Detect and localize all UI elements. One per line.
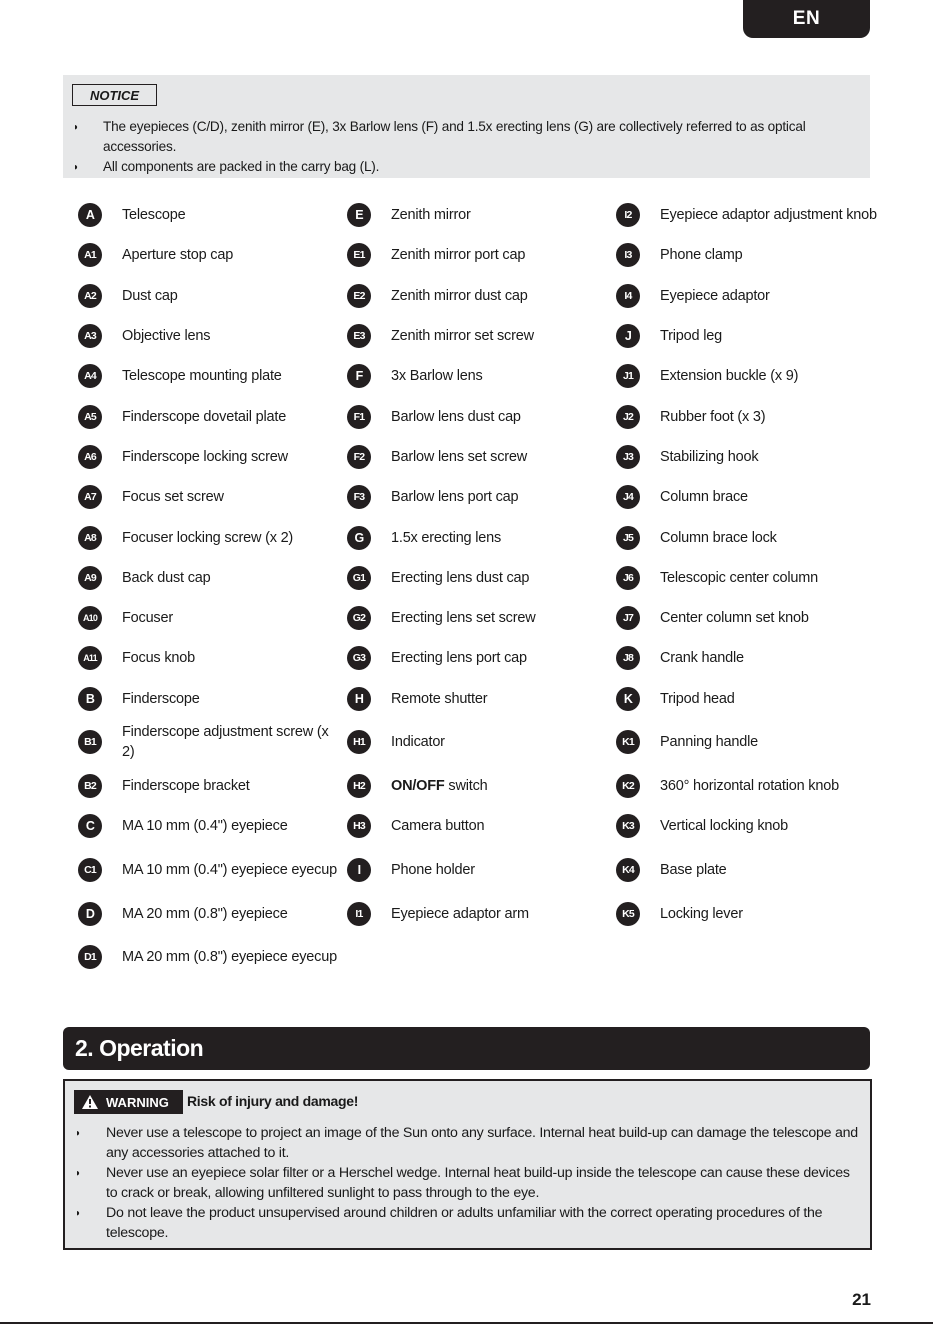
part-name: Barlow lens dust cap — [391, 408, 521, 425]
warning-title: Risk of injury and damage! — [187, 1093, 359, 1109]
part-code-badge: A1 — [78, 243, 102, 267]
part-name: Indicator — [391, 734, 445, 751]
part-code-badge: J — [616, 324, 640, 348]
part-item — [344, 846, 612, 893]
part-name: Crank handle — [660, 650, 744, 667]
part-item — [613, 195, 881, 235]
part-item — [344, 893, 612, 933]
part-code-badge: K1 — [616, 730, 640, 754]
part-item — [75, 235, 343, 275]
part-item — [75, 719, 343, 766]
part-name: Telescope — [122, 207, 186, 224]
part-name: Panning handle — [660, 734, 758, 751]
part-code-badge: J7 — [616, 606, 640, 630]
part-item — [344, 719, 612, 766]
part-name: Extension buckle (x 9) — [660, 368, 799, 385]
warning-triangle-icon — [82, 1095, 98, 1109]
part-code-badge: A11 — [78, 646, 102, 670]
part-name: Phone holder — [391, 861, 475, 878]
part-item — [75, 934, 343, 981]
part-name: Base plate — [660, 861, 727, 878]
part-name: Objective lens — [122, 328, 211, 345]
part-code-badge: B — [78, 687, 102, 711]
bullet-triangle-icon: ◗ — [75, 1128, 81, 1139]
part-code-badge: F3 — [347, 485, 371, 509]
part-code-badge: J2 — [616, 405, 640, 429]
part-code-badge: D — [78, 902, 102, 926]
part-name — [391, 776, 488, 796]
part-item — [75, 846, 343, 893]
notice-text: The eyepieces (C/D), zenith mirror (E), 3x Barlow lens (F) and 1.5x erecting lens (G) are collectively referred to as optical accessories. — [103, 119, 806, 154]
part-name-bold: ON/OFF — [391, 778, 445, 794]
part-item — [613, 235, 881, 275]
part-name: Barlow lens set screw — [391, 448, 528, 465]
part-code-badge: D1 — [78, 945, 102, 969]
part-code-badge: J6 — [616, 566, 640, 590]
part-item — [75, 679, 343, 719]
part-code-badge: F1 — [347, 405, 371, 429]
part-item — [344, 316, 612, 356]
warning-tag — [74, 1090, 183, 1114]
part-name: Focuser — [122, 610, 173, 627]
part-item — [75, 638, 343, 678]
part-name: Focus knob — [122, 650, 195, 667]
part-item — [344, 235, 612, 275]
part-code-badge: A5 — [78, 405, 102, 429]
part-code-badge: E2 — [347, 284, 371, 308]
part-code-badge: J8 — [616, 646, 640, 670]
part-name: Eyepiece adaptor arm — [391, 905, 529, 922]
part-code-badge: G — [347, 526, 371, 550]
part-item — [344, 517, 612, 557]
part-item — [344, 598, 612, 638]
part-item — [75, 517, 343, 557]
part-name: Column brace lock — [660, 529, 777, 546]
part-item — [344, 437, 612, 477]
part-item — [344, 679, 612, 719]
part-name: Remote shutter — [391, 690, 488, 707]
page-number: 21 — [852, 1290, 871, 1309]
part-item — [344, 558, 612, 598]
part-code-badge: F — [347, 364, 371, 388]
notice-label: NOTICE — [72, 84, 157, 106]
part-name: Focuser locking screw (x 2) — [122, 529, 294, 546]
part-item — [613, 276, 881, 316]
part-code-badge: K4 — [616, 858, 640, 882]
bullet-triangle-icon: ◗ — [75, 1208, 81, 1219]
warning-text: Never use a telescope to project an image of the Sun onto any surface. Internal heat build-up can damage the telescope and any accessories attached to it. — [106, 1125, 858, 1161]
part-code-badge: G2 — [347, 606, 371, 630]
part-item — [75, 766, 343, 806]
part-name: Finderscope dovetail plate — [122, 408, 287, 425]
part-name: Erecting lens set screw — [391, 610, 536, 627]
part-name: Dust cap — [122, 287, 178, 304]
part-name: 1.5x erecting lens — [391, 529, 502, 546]
part-name: MA 10 mm (0.4") eyepiece eyecup — [122, 861, 337, 878]
part-item — [344, 356, 612, 396]
part-name: Column brace — [660, 489, 748, 506]
part-name: Tripod head — [660, 690, 735, 707]
part-code-badge: A2 — [78, 284, 102, 308]
part-code-badge: A6 — [78, 445, 102, 469]
part-item — [344, 806, 612, 846]
language-tab: EN — [743, 0, 870, 38]
part-code-badge: C1 — [78, 858, 102, 882]
part-item — [75, 806, 343, 846]
part-code-badge: K5 — [616, 902, 640, 926]
part-item — [613, 316, 881, 356]
list-item — [73, 117, 858, 157]
part-code-badge: J3 — [616, 445, 640, 469]
part-item — [75, 558, 343, 598]
part-name: Center column set knob — [660, 610, 809, 627]
part-code-badge: K — [616, 687, 640, 711]
part-name: Zenith mirror dust cap — [391, 287, 528, 304]
part-item — [75, 437, 343, 477]
part-code-badge: E1 — [347, 243, 371, 267]
part-item — [613, 766, 881, 806]
part-code-badge: I2 — [616, 203, 640, 227]
part-code-badge: C — [78, 814, 102, 838]
part-code-badge: E — [347, 203, 371, 227]
part-item — [344, 396, 612, 436]
part-item — [344, 638, 612, 678]
part-name: MA 20 mm (0.8") eyepiece — [122, 905, 288, 922]
part-code-badge: G1 — [347, 566, 371, 590]
part-name: Erecting lens port cap — [391, 650, 527, 667]
parts-column — [344, 195, 612, 934]
notice-list — [73, 117, 858, 177]
part-name: Telescope mounting plate — [122, 368, 282, 385]
part-code-badge: H1 — [347, 730, 371, 754]
part-code-badge: A — [78, 203, 102, 227]
part-name: Eyepiece adaptor — [660, 287, 770, 304]
part-name: MA 10 mm (0.4") eyepiece — [122, 818, 288, 835]
warning-box — [63, 1079, 872, 1250]
part-item — [344, 477, 612, 517]
warning-label: WARNING — [106, 1094, 169, 1110]
part-name: Back dust cap — [122, 569, 211, 586]
part-name: Erecting lens dust cap — [391, 569, 530, 586]
part-item — [613, 846, 881, 893]
part-name: Barlow lens port cap — [391, 489, 519, 506]
section-heading: 2. Operation — [63, 1027, 870, 1070]
part-item — [75, 316, 343, 356]
part-item — [75, 893, 343, 933]
part-name: Finderscope adjustment screw (x 2) — [122, 724, 329, 761]
part-code-badge: H2 — [347, 774, 371, 798]
part-name: Zenith mirror — [391, 207, 471, 224]
part-name: 3x Barlow lens — [391, 368, 483, 385]
part-code-badge: A8 — [78, 526, 102, 550]
parts-column — [613, 195, 881, 934]
part-code-badge: J5 — [616, 526, 640, 550]
warning-list — [75, 1123, 862, 1243]
part-name: MA 20 mm (0.8") eyepiece eyecup — [122, 949, 337, 966]
notice-text: All components are packed in the carry bag (L). — [103, 159, 380, 174]
part-item — [613, 638, 881, 678]
warning-text: Do not leave the product unsupervised around children or adults unfamiliar with the correct operating procedures of the telescope. — [106, 1205, 823, 1241]
part-code-badge: A9 — [78, 566, 102, 590]
part-name: Vertical locking knob — [660, 818, 788, 835]
part-name: Eyepiece adaptor adjustment knob — [660, 207, 877, 224]
list-item — [75, 1163, 862, 1203]
part-code-badge: B2 — [78, 774, 102, 798]
part-name: Tripod leg — [660, 328, 722, 345]
notice-box — [63, 75, 870, 178]
part-item — [613, 598, 881, 638]
part-item — [75, 195, 343, 235]
part-name: Phone clamp — [660, 247, 743, 264]
part-code-badge: I3 — [616, 243, 640, 267]
part-name: Zenith mirror set screw — [391, 328, 534, 345]
part-code-badge: I — [347, 858, 371, 882]
bullet-triangle-icon: ◗ — [73, 162, 79, 173]
part-code-badge: A3 — [78, 324, 102, 348]
part-code-badge: K2 — [616, 774, 640, 798]
part-item — [613, 356, 881, 396]
list-item — [75, 1203, 862, 1243]
list-item — [73, 157, 858, 177]
part-item — [613, 396, 881, 436]
part-code-badge: F2 — [347, 445, 371, 469]
part-code-badge: G3 — [347, 646, 371, 670]
part-name: Zenith mirror port cap — [391, 247, 526, 264]
warning-text: Never use an eyepiece solar filter or a Herschel wedge. Internal heat build-up inside the telescope can cause these devices to crack or break, allowing unfiltered sunlight to pass through to the eye. — [106, 1165, 850, 1201]
part-item — [344, 766, 612, 806]
part-code-badge: A7 — [78, 485, 102, 509]
part-item — [613, 719, 881, 766]
part-item — [75, 396, 343, 436]
list-item — [75, 1123, 862, 1163]
part-name-rest: switch — [444, 778, 488, 794]
part-name: Telescopic center column — [660, 569, 818, 586]
part-name: Focus set screw — [122, 489, 224, 506]
part-name: Finderscope locking screw — [122, 448, 288, 465]
part-name: Stabilizing hook — [660, 448, 759, 465]
part-item — [75, 356, 343, 396]
bullet-triangle-icon: ◗ — [73, 122, 79, 133]
part-code-badge: A4 — [78, 364, 102, 388]
part-code-badge: J1 — [616, 364, 640, 388]
part-name: Locking lever — [660, 905, 743, 922]
part-code-badge: H — [347, 687, 371, 711]
part-code-badge: B1 — [78, 730, 102, 754]
part-code-badge: J4 — [616, 485, 640, 509]
part-item — [75, 598, 343, 638]
part-code-badge: A10 — [78, 606, 102, 630]
part-name: Camera button — [391, 818, 485, 835]
part-item — [613, 517, 881, 557]
part-code-badge: H3 — [347, 814, 371, 838]
parts-column — [75, 195, 343, 981]
part-item — [75, 276, 343, 316]
part-name: Aperture stop cap — [122, 247, 234, 264]
part-name: Finderscope bracket — [122, 778, 250, 794]
part-name: Rubber foot (x 3) — [660, 408, 766, 425]
part-item — [75, 477, 343, 517]
part-item — [613, 893, 881, 933]
part-name: 360° horizontal rotation knob — [660, 778, 839, 794]
part-item — [344, 195, 612, 235]
part-item — [344, 276, 612, 316]
part-code-badge: E3 — [347, 324, 371, 348]
part-item — [613, 477, 881, 517]
part-code-badge: K3 — [616, 814, 640, 838]
part-item — [613, 558, 881, 598]
bullet-triangle-icon: ◗ — [75, 1168, 81, 1179]
part-name: Finderscope — [122, 690, 200, 707]
part-item — [613, 679, 881, 719]
part-item — [613, 806, 881, 846]
part-code-badge: I1 — [347, 902, 371, 926]
part-code-badge: I4 — [616, 284, 640, 308]
part-item — [613, 437, 881, 477]
